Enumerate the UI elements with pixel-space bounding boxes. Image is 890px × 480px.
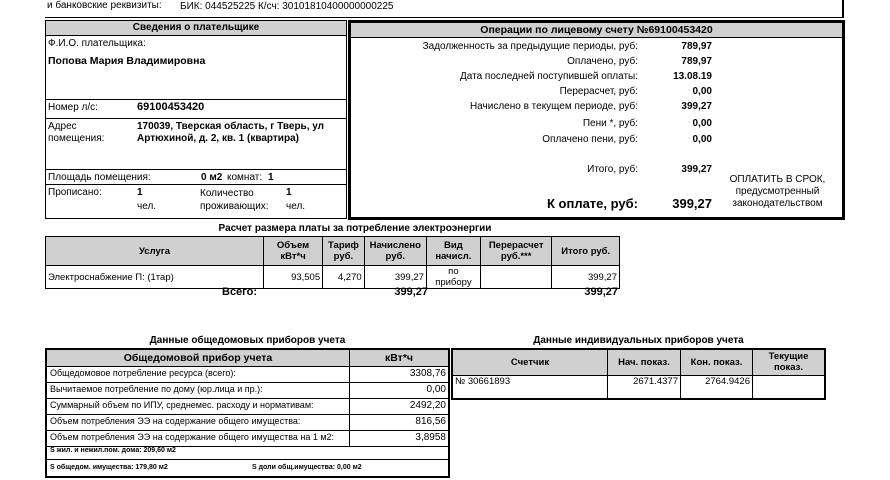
- line-4: [46, 184, 346, 185]
- common-row-label: Общедомовое потребление ресурса (всего):: [50, 368, 236, 378]
- common-col-kwh: кВт*ч: [350, 350, 448, 367]
- calc-cell-service: Электроснабжение П: (1тар): [46, 266, 264, 289]
- residing-unit: чел.: [286, 201, 306, 212]
- operations-row-value: 0,00: [692, 118, 712, 129]
- s-common: S общедом. имущества: 179,80 м2: [50, 464, 168, 471]
- common-row-label: Вычитаемое потребление по дому (юр.лица и пр.):: [50, 384, 263, 394]
- common-row-value: 0,00: [426, 384, 446, 395]
- total-label: Итого, руб:: [587, 164, 638, 175]
- residing-label: Количество проживающих:: [200, 188, 269, 212]
- common-row-line: [47, 382, 448, 383]
- common-col-divider: [349, 366, 350, 446]
- account-label: Номер л/с:: [48, 102, 98, 113]
- operations-row-value: 0,00: [692, 134, 712, 145]
- fio-label: Ф.И.О. плательщика:: [48, 38, 146, 49]
- individual-title: Данные индивидуальных приборов учета: [533, 335, 744, 346]
- ind-cell-current: [753, 375, 826, 399]
- account-number: 69100453420: [137, 101, 205, 113]
- common-row-value: 2492,20: [409, 400, 446, 411]
- common-row-value: 3,8958: [415, 432, 446, 443]
- ind-col-meter: Счетчик: [452, 349, 608, 375]
- bank-details: БИК: 044525225 К/сч: 30101810400000000225: [180, 1, 394, 12]
- operations-row-value: 0,00: [692, 86, 712, 97]
- individual-table: [451, 348, 826, 400]
- calc-total-charged: 399,27: [394, 286, 428, 298]
- ind-cell-end: 2764.9426: [681, 375, 753, 399]
- area-value: 0 м2: [201, 172, 223, 183]
- s-share: S доли общ.имущества: 0,00 м2: [252, 464, 362, 471]
- total-value: 399,27: [681, 164, 712, 175]
- operations-row-label: Задолженность за предыдущие периоды, руб:: [422, 41, 638, 52]
- pay-note: ОПЛАТИТЬ В СРОК, предусмотренный законодательством: [729, 174, 826, 209]
- common-table: [45, 348, 450, 478]
- residing-value: 1: [286, 187, 292, 198]
- common-row-label: Суммарный объем по ИПУ, среднемес. расходу и нормативам:: [50, 400, 314, 410]
- registered-label: Прописано:: [48, 187, 102, 198]
- s-living: S жил. и нежил.пом. дома: 209,60 м2: [50, 447, 176, 454]
- calc-total-label: Всего:: [222, 286, 257, 298]
- calc-table: [45, 236, 620, 289]
- calc-cell-total: 399,27: [552, 266, 620, 289]
- calc-cell-type: по прибору: [426, 266, 480, 289]
- ind-col-start: Нач. показ.: [608, 349, 681, 375]
- calc-col-tariff: Тариф руб.: [323, 237, 365, 266]
- rooms-value: 1: [268, 172, 274, 183]
- common-row-line: [47, 430, 448, 431]
- calc-cell-charged: 399,27: [364, 266, 426, 289]
- calc-col-charged: Начислено руб.: [364, 237, 426, 266]
- address-value: 170039, Тверская область, г Тверь, ул Артюхиной, д. 2, кв. 1 (квартира): [137, 121, 325, 144]
- pay-value: 399,27: [672, 196, 712, 211]
- operations-row-value: 13.08.19: [673, 71, 712, 82]
- payer-header: Сведения о плательщике: [46, 21, 346, 36]
- ind-cell-meter: № 30661893: [452, 375, 608, 399]
- payer-name: Попова Мария Владимировна: [48, 55, 206, 67]
- calc-col-volume: Объем кВт*ч: [263, 237, 322, 266]
- calc-col-service: Услуга: [46, 237, 264, 266]
- operations-row-label: Дата последней поступившей оплаты:: [460, 71, 638, 82]
- operations-row-value: 789,97: [681, 56, 712, 67]
- common-col-device: Общедомовой прибор учета: [47, 350, 350, 367]
- calc-cell-recalc: [480, 266, 552, 289]
- operations-block: [348, 20, 845, 220]
- common-row-value: 3308,76: [409, 368, 446, 379]
- ind-row: [452, 375, 825, 399]
- line-2: [46, 118, 346, 119]
- address-label: Адрес помещения:: [48, 121, 105, 144]
- common-row-label: Объем потребления ЭЭ на содержание общего имущества:: [50, 416, 301, 426]
- operations-row-value: 399,27: [681, 101, 712, 112]
- operations-row-value: 789,97: [681, 41, 712, 52]
- calc-cell-tariff: 4,270: [323, 266, 365, 289]
- operations-row-label: Начислено в текущем периоде, руб:: [469, 101, 638, 112]
- common-title: Данные общедомовых приборов учета: [149, 335, 346, 346]
- calc-title: Расчет размера платы за потребление электроэнергии: [218, 223, 492, 234]
- s-sep: [47, 459, 448, 460]
- operations-row-label: Перерасчет, руб:: [559, 86, 638, 97]
- registered-unit: чел.: [137, 201, 157, 212]
- registered-value: 1: [137, 187, 143, 198]
- operations-row-label: Оплачено пени, руб:: [542, 134, 638, 145]
- rooms-label: комнат:: [227, 172, 263, 183]
- top-separator: [45, 17, 843, 18]
- calc-col-total: Итого руб.: [552, 237, 620, 266]
- calc-col-recalc: Перерасчет руб.***: [480, 237, 552, 266]
- ind-col-end: Кон. показ.: [681, 349, 753, 375]
- pay-label: К оплате, руб:: [546, 196, 638, 211]
- line-1: [46, 99, 346, 100]
- line-3: [46, 169, 346, 170]
- calc-row: [46, 266, 620, 289]
- operations-row-label: Оплачено, руб:: [567, 56, 638, 67]
- operations-header: Операции по лицевому счету №69100453420: [351, 23, 842, 38]
- ind-cell-start: 2671.4377: [608, 375, 681, 399]
- common-row-value: 816,56: [415, 416, 446, 427]
- common-row-line: [47, 398, 448, 399]
- common-row-label: Объем потребления ЭЭ на содержание общего имущества на 1 м2:: [50, 432, 335, 442]
- ind-col-current: Текущие показ.: [753, 349, 826, 375]
- bank-label: и банковские реквизиты:: [47, 0, 162, 11]
- top-right-line: [842, 0, 844, 18]
- common-row-line: [47, 414, 448, 415]
- payer-block: [45, 20, 347, 219]
- calc-col-type: Вид начисл.: [426, 237, 480, 266]
- area-label: Площадь помещения:: [48, 172, 151, 183]
- calc-total-sum: 399,27: [584, 286, 618, 298]
- operations-row-label: Пени *, руб:: [582, 118, 638, 129]
- calc-cell-volume: 93,505: [263, 266, 322, 289]
